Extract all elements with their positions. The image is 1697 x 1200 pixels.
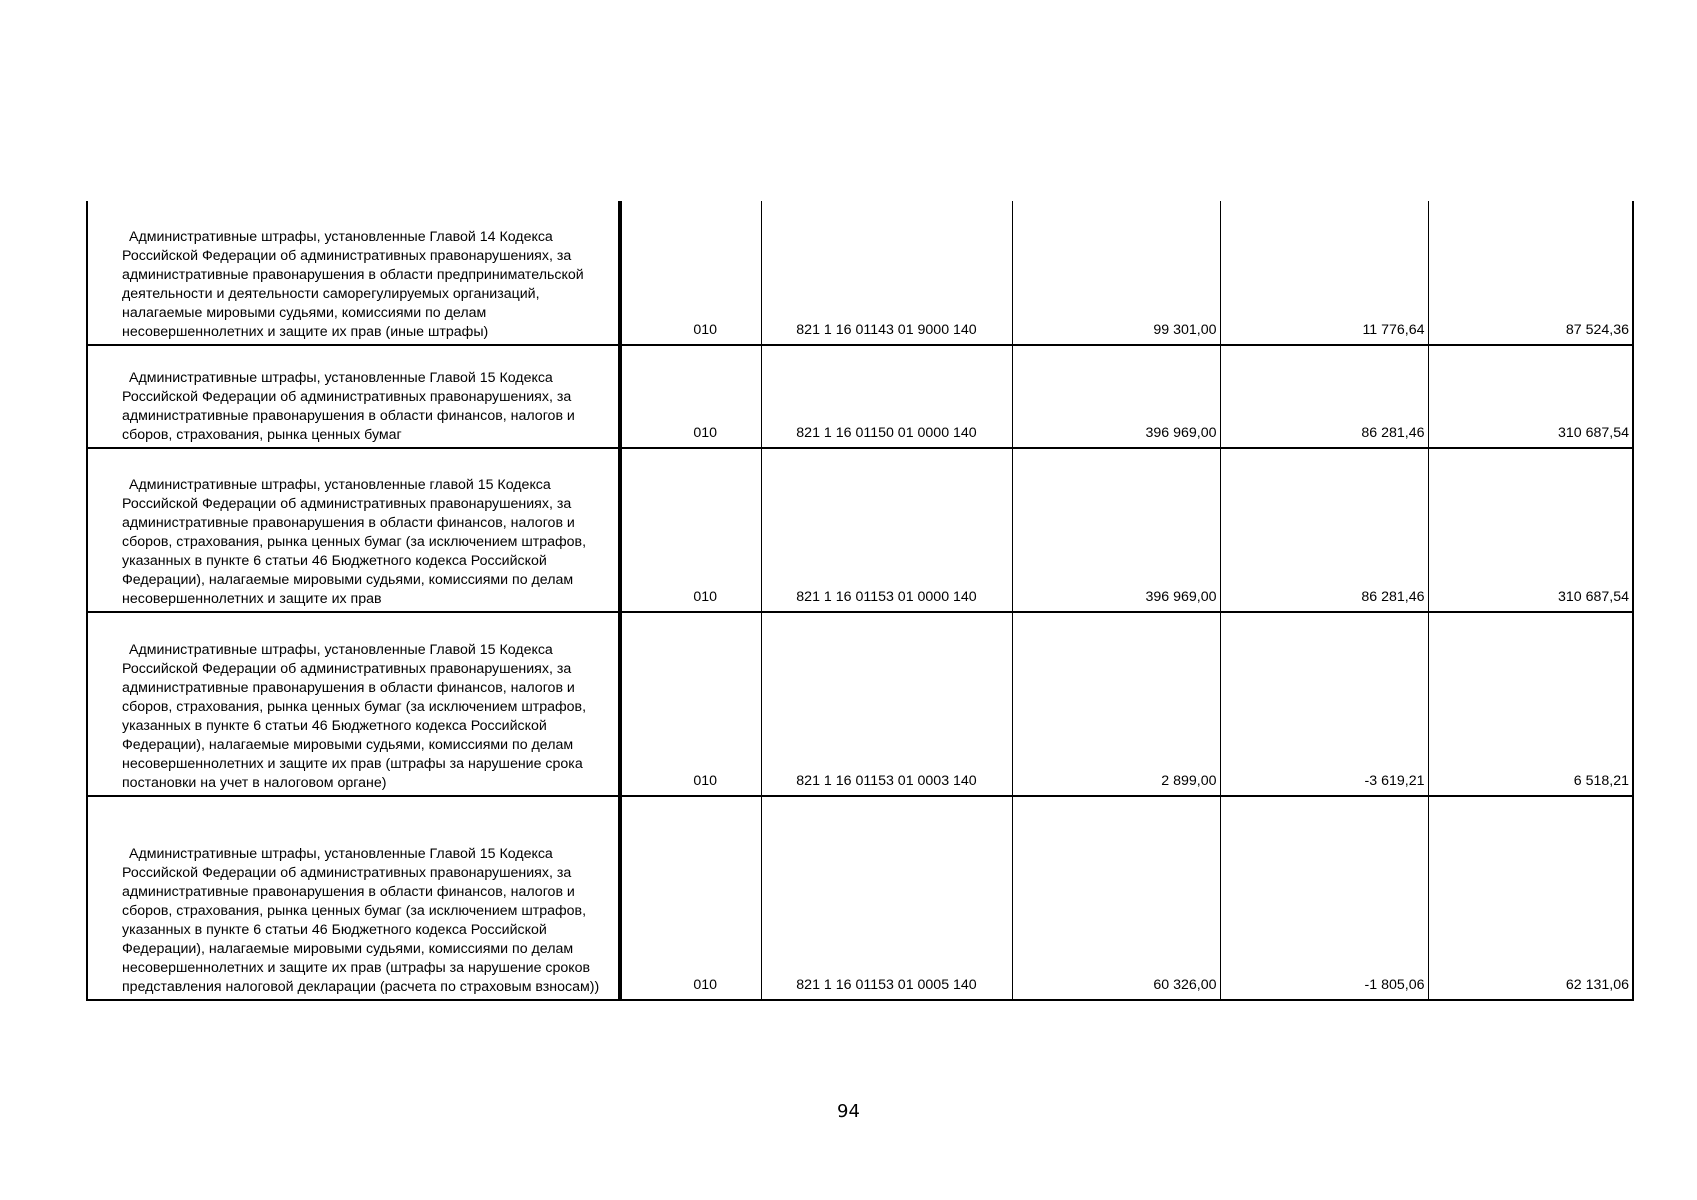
line-code: 010 <box>620 796 761 1000</box>
row-name: Административные штрафы, установленные Главой 15 Кодекса Российской Федерации об административных правонарушениях, за административные правонарушения в области финансов, налогов и сборов, страхования, рынка ценных бумаг <box>87 345 620 448</box>
approved-amount: 2 899,00 <box>1012 612 1220 796</box>
row-name: Административные штрафы, установленные Главой 15 Кодекса Российской Федерации об административных правонарушениях, за административные правонарушения в области финансов, налогов и сборов, страхования, рынка ценных бумаг (за исключением штрафов, указанных в пункте 6 статьи 46 Бюджетного кодекса Российской Федерации), налагаемые мировыми судьями, комиссиями по делам несовершеннолетних и защите их прав (штрафы за нарушение сроков представления налоговой декларации (расчета по страховым взносам)) <box>87 796 620 1000</box>
table-row <box>87 345 1633 448</box>
table-row <box>87 448 1633 612</box>
row-name: Административные штрафы, установленные главой 15 Кодекса Российской Федерации об административных правонарушениях, за административные правонарушения в области финансов, налогов и сборов, страхования, рынка ценных бумаг (за исключением штрафов, указанных в пункте 6 статьи 46 Бюджетного кодекса Российской Федерации), налагаемые мировыми судьями, комиссиями по делам несовершеннолетних и защите их прав <box>87 448 620 612</box>
unexecuted-amount: 310 687,54 <box>1428 448 1633 612</box>
approved-amount: 99 301,00 <box>1012 201 1220 345</box>
row-name: Административные штрафы, установленные Главой 15 Кодекса Российской Федерации об административных правонарушениях, за административные правонарушения в области финансов, налогов и сборов, страхования, рынка ценных бумаг (за исключением штрафов, указанных в пункте 6 статьи 46 Бюджетного кодекса Российской Федерации), налагаемые мировыми судьями, комиссиями по делам несовершеннолетних и защите их прав (штрафы за нарушение срока постановки на учет в налоговом органе) <box>87 612 620 796</box>
revenue-table <box>86 201 1634 1001</box>
row-name: Административные штрафы, установленные Главой 14 Кодекса Российской Федерации об административных правонарушениях, за административные правонарушения в области предпринимательской деятельности и деятельности саморегулируемых организаций, налагаемые мировыми судьями, комиссиями по делам несовершеннолетних и защите их прав (иные штрафы) <box>87 201 620 345</box>
executed-amount: 86 281,46 <box>1220 448 1428 612</box>
budget-classification-code: 821 1 16 01153 01 0003 140 <box>761 612 1012 796</box>
line-code: 010 <box>620 448 761 612</box>
unexecuted-amount: 62 131,06 <box>1428 796 1633 1000</box>
budget-classification-code: 821 1 16 01143 01 9000 140 <box>761 201 1012 345</box>
line-code: 010 <box>620 345 761 448</box>
executed-amount: 11 776,64 <box>1220 201 1428 345</box>
line-code: 010 <box>620 612 761 796</box>
unexecuted-amount: 6 518,21 <box>1428 612 1633 796</box>
approved-amount: 60 326,00 <box>1012 796 1220 1000</box>
executed-amount: -3 619,21 <box>1220 612 1428 796</box>
table-row <box>87 612 1633 796</box>
page-number: 94 <box>837 1101 860 1122</box>
budget-classification-code: 821 1 16 01153 01 0005 140 <box>761 796 1012 1000</box>
line-code: 010 <box>620 201 761 345</box>
table-row <box>87 796 1633 1000</box>
executed-amount: -1 805,06 <box>1220 796 1428 1000</box>
approved-amount: 396 969,00 <box>1012 448 1220 612</box>
approved-amount: 396 969,00 <box>1012 345 1220 448</box>
budget-classification-code: 821 1 16 01150 01 0000 140 <box>761 345 1012 448</box>
unexecuted-amount: 310 687,54 <box>1428 345 1633 448</box>
executed-amount: 86 281,46 <box>1220 345 1428 448</box>
table-row <box>87 201 1633 345</box>
unexecuted-amount: 87 524,36 <box>1428 201 1633 345</box>
budget-classification-code: 821 1 16 01153 01 0000 140 <box>761 448 1012 612</box>
